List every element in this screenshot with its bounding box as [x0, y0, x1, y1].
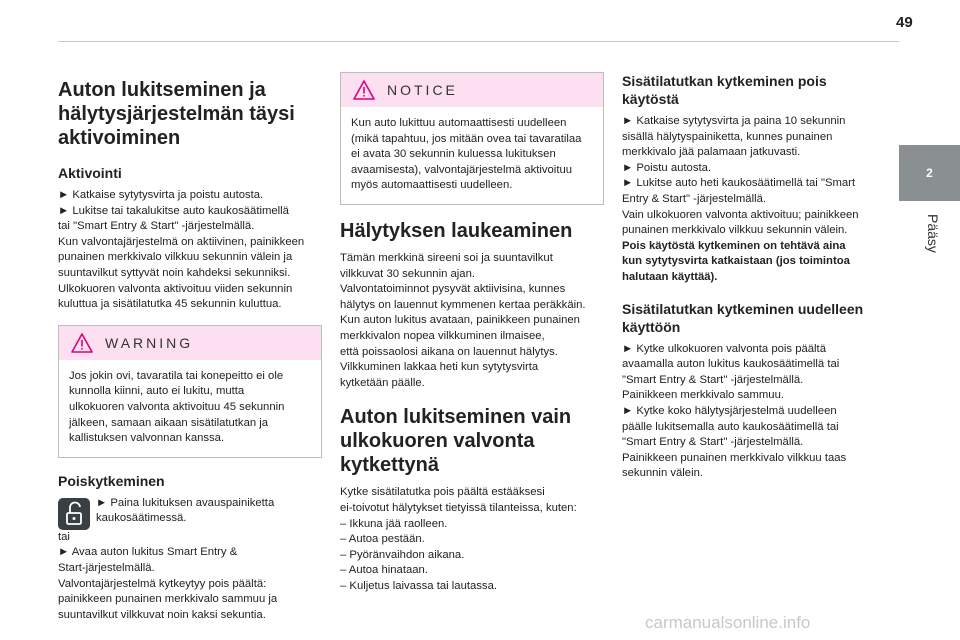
subheading-deactivation: Poiskytkeminen: [58, 472, 165, 489]
notice-title: NOTICE: [387, 82, 458, 98]
warning-header: [59, 326, 321, 360]
section-title-perimeter: Auton lukitseminen vain ulkokuoren valvonta kytkettynä: [340, 406, 572, 477]
notice-text: Kun auto lukittuu automaattisesti uudelleen (mikä tapahtuu, jos mitään ovea tai tavaratilaa ei avata 30 sekunnin kuluessa lukituksen avaamisesta), valvontajärjestelmä aktivoituu myös automaattisesti uudelleen.: [351, 117, 582, 192]
remote-unlock-icon: [58, 498, 90, 530]
column-2: [340, 72, 604, 594]
column-3: [622, 72, 886, 482]
reenable-radar-text: ► Kytke ulkokuoren valvonta pois päältä avaamalla auton lukitus kaukosäätimellä tai "Smart Entry & Start" -järjestelmällä. Painikkeen merkkivalo sammuu. ► Kytke koko hälytysjärjestelmä uudelleen päälle lukitsemalla auto kaukosäätimellä tai "Smart Entry & Start" -järjestelmällä. Painikkeen punainen merkkivalo vilkkuu taas sekunnin välein.: [622, 342, 847, 480]
subheading-disable-radar: Sisätilatutkan kytkeminen pois käytöstä: [622, 73, 827, 107]
subheading-reenable-radar: Sisätilatutkan kytkeminen uudelleen käyttöön: [622, 300, 864, 335]
subheading-activation: Aktivointi: [58, 165, 122, 181]
warning-text: Jos jokin ovi, tavaratila tai konepeitto ei ole kunnolla kiinni, auto ei lukitu, mutta ulkokuoren valvonta aktivoituu 45 sekunnin jälkeen, samaan aikaan sisätilatutkan ja kallistuksen valvonnan kanssa.: [69, 369, 285, 445]
section-title-locking: Auton lukitseminen ja hälytysjärjestelmän täysi aktivoiminen: [58, 79, 295, 149]
warning-title: WARNING: [105, 334, 194, 351]
unlock-text: ► Paina lukituksen avauspainiketta kaukosäätimessä.: [96, 496, 275, 525]
column-1: [58, 72, 322, 623]
top-divider: [58, 41, 899, 42]
chapter-label: Pääsy: [925, 214, 941, 253]
notice-callout: [340, 72, 604, 205]
unlock-instruction: [58, 496, 322, 530]
page-number: 49: [896, 14, 913, 31]
perimeter-text: Kytke sisätilatutka pois päältä estääksesi ei-toivotut hälytykset tietyissä tilanteissa, kuten: – Ikkuna jää raolleen. – Autoa pestään. – Pyöränvaihdon aikana. – Autoa hinataan. – Kuljetus laivassa tai lautassa.: [340, 486, 577, 592]
activation-text: ► Katkaise sytytysvirta ja poistu autosta. ► Lukitse tai takalukitse auto kaukosäätimellä tai "Smart Entry & Start" -järjestelmällä. Kun valvontajärjestelmä on aktiivinen, painikkeen punainen merkkivalo vilkkuu sekunnin välein ja suuntavilkut syttyvät noin kahdeksi sekunniksi. Ulkokuoren valvonta aktivoituu viiden sekunnin kuluttua ja sisätilatutka 45 sekunnin kuluttua.: [58, 189, 305, 311]
warning-triangle-icon: [71, 333, 93, 353]
chapter-number: 2: [926, 166, 933, 180]
watermark: carmanualsonline.info: [645, 613, 811, 632]
alarm-text: Tämän merkkinä sireeni soi ja suuntavilkut vilkkuvat 30 sekunnin ajan. Valvontatoiminnot pysyvät aktiivisina, kunnes hälytys on lauennut kymmenen kertaa peräkkäin. Kun auton lukitus avataan, painikkeen punainen merkkivalon nopea vilkkuminen ilmaisee, että poissaolosi aikana on lauennut hälytys. Vilkkuminen lakkaa heti kun sytytysvirta kytketään päälle.: [340, 251, 586, 389]
deactivation-text: tai ► Avaa auton lukitus Smart Entry & Start-järjestelmällä. Valvontajärjestelmä kytkeytyy pois päältä: painikkeen punainen merkkivalo sammuu ja suuntavilkut vilkkuvat noin kaksi sekuntia.: [58, 530, 278, 621]
disable-radar-text: ► Katkaise sytytysvirta ja paina 10 sekunnin sisällä hälytyspainiketta, kunnes punainen merkkivalo jää palamaan jatkuvasti. ► Poistu autosta. ► Lukitse auto heti kaukosäätimellä tai "Smart Entry & Start" -järjestelmällä. Vain ulkokuoren valvonta aktivoituu; painikkeen punainen merkkivalo vilkkuu sekunnin välein. Pois käytöstä kytkeminen on tehtävä aina kun sytytysvirta katkaistaan (jos toimintoa halutaan käyttää).: [622, 115, 859, 283]
notice-triangle-icon: [353, 80, 375, 100]
section-title-alarm: Hälytyksen laukeaminen: [340, 219, 573, 242]
notice-header: [341, 73, 603, 107]
chapter-tab[interactable]: [899, 145, 960, 201]
warning-callout: [58, 325, 322, 458]
